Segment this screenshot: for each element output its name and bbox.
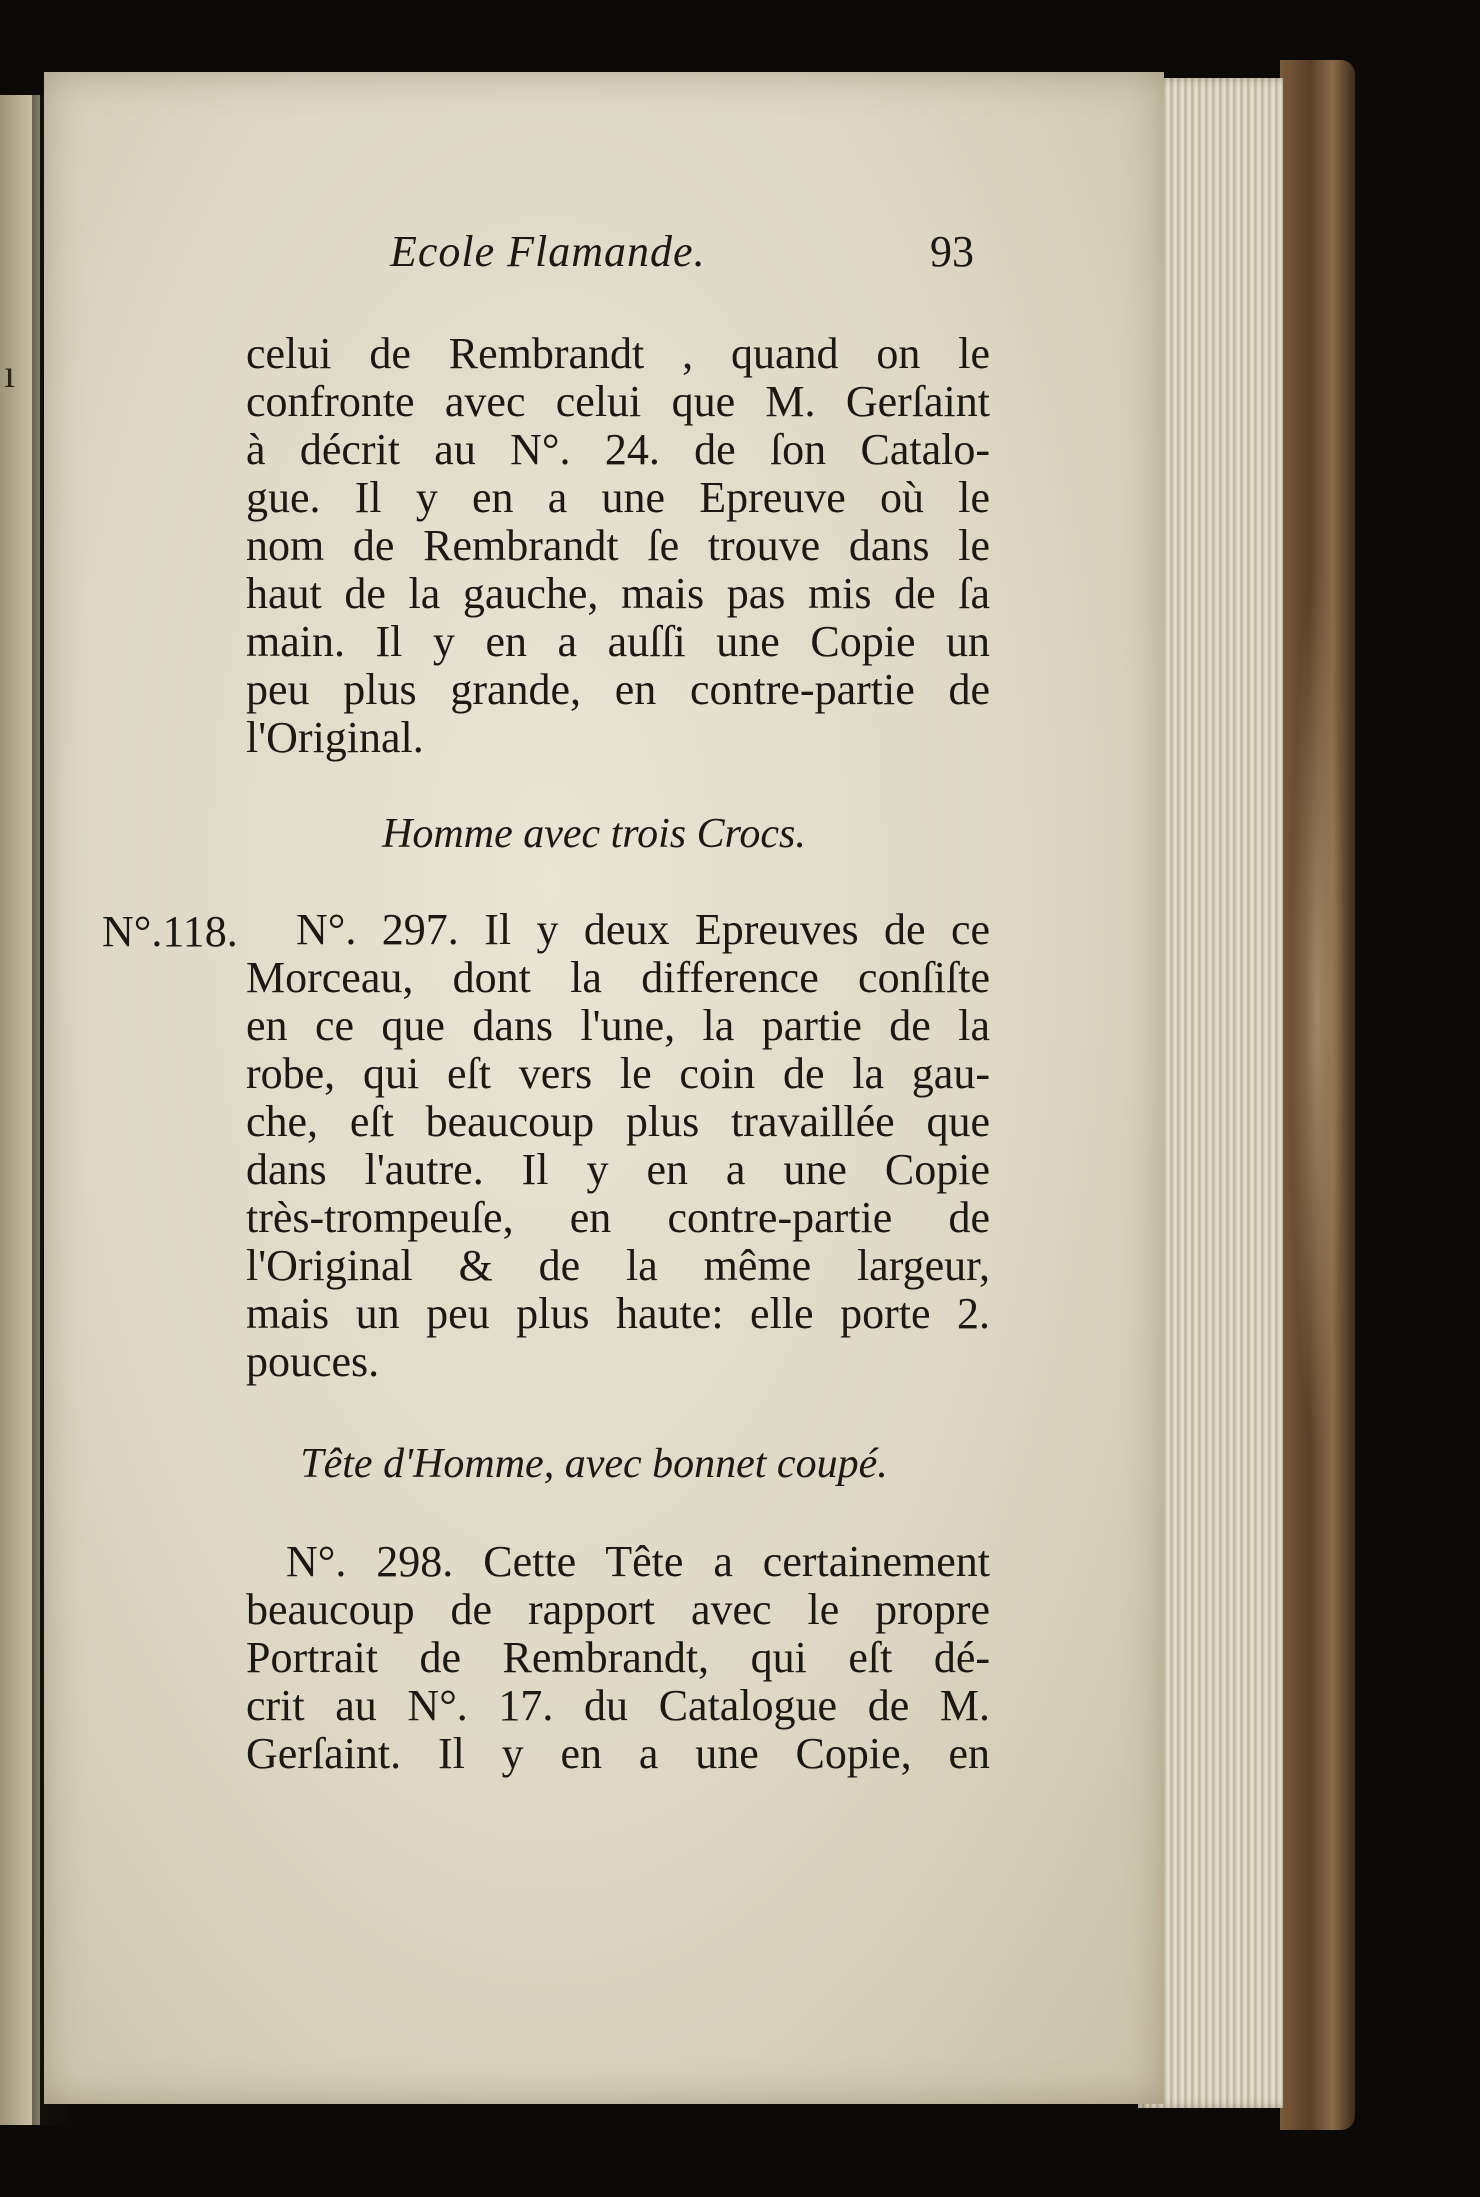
text-line: Gerſaint. Il y en a une Copie, en bbox=[246, 1729, 990, 1778]
text-line: che, eſt beaucoup plus travaillée que bbox=[246, 1097, 990, 1146]
page-number: 93 bbox=[930, 227, 974, 276]
running-head: Ecole Flamande. bbox=[390, 227, 706, 276]
text-line: crit au N°. 17. du Catalogue de M. bbox=[246, 1681, 990, 1730]
text-line: N°. 297. Il y deux Epreuves de ce bbox=[296, 905, 990, 954]
margin-note: N°.118. bbox=[102, 907, 238, 956]
text-line: l'Original. bbox=[246, 713, 424, 762]
text-line: main. Il y en a auſſi une Copie un bbox=[246, 617, 990, 666]
text-line: N°. 298. Cette Tête a certainement bbox=[286, 1537, 990, 1586]
text-line: peu plus grande, en contre-partie de bbox=[246, 665, 990, 714]
section-heading: Homme avec trois Crocs. bbox=[382, 811, 806, 857]
text-line: à décrit au N°. 24. de ſon Catalo- bbox=[246, 425, 990, 474]
text-line: dans l'autre. Il y en a une Copie bbox=[246, 1145, 990, 1194]
section-heading: Tête d'Homme, avec bonnet coupé. bbox=[300, 1441, 888, 1487]
text-line: très-trompeuſe, en contre-partie de bbox=[246, 1193, 990, 1242]
text-line: gue. Il y en a une Epreuve où le bbox=[246, 473, 990, 522]
text-line: Portrait de Rembrandt, qui eſt dé- bbox=[246, 1633, 990, 1682]
text-line: beaucoup de rapport avec le propre bbox=[246, 1585, 990, 1634]
text-line: robe, qui eſt vers le coin de la gau- bbox=[246, 1049, 990, 1098]
text-line: mais un peu plus haute: elle porte 2. bbox=[246, 1289, 990, 1338]
text-line: en ce que dans l'une, la partie de la bbox=[246, 1001, 990, 1050]
text-line: nom de Rembrandt ſe trouve dans le bbox=[246, 521, 990, 570]
text-line: Morceau, dont la difference conſiſte bbox=[246, 953, 990, 1002]
text-line: pouces. bbox=[246, 1337, 380, 1386]
cover-stain bbox=[1290, 560, 1345, 1460]
text-line: haut de la gauche, mais pas mis de ſa bbox=[246, 569, 990, 618]
text-line: celui de Rembrandt , quand on le bbox=[246, 329, 990, 378]
facing-page-fragment: ı bbox=[4, 351, 16, 396]
text-line: confronte avec celui que M. Gerſaint bbox=[246, 377, 990, 426]
text-line: l'Original & de la même largeur, bbox=[246, 1241, 990, 1290]
